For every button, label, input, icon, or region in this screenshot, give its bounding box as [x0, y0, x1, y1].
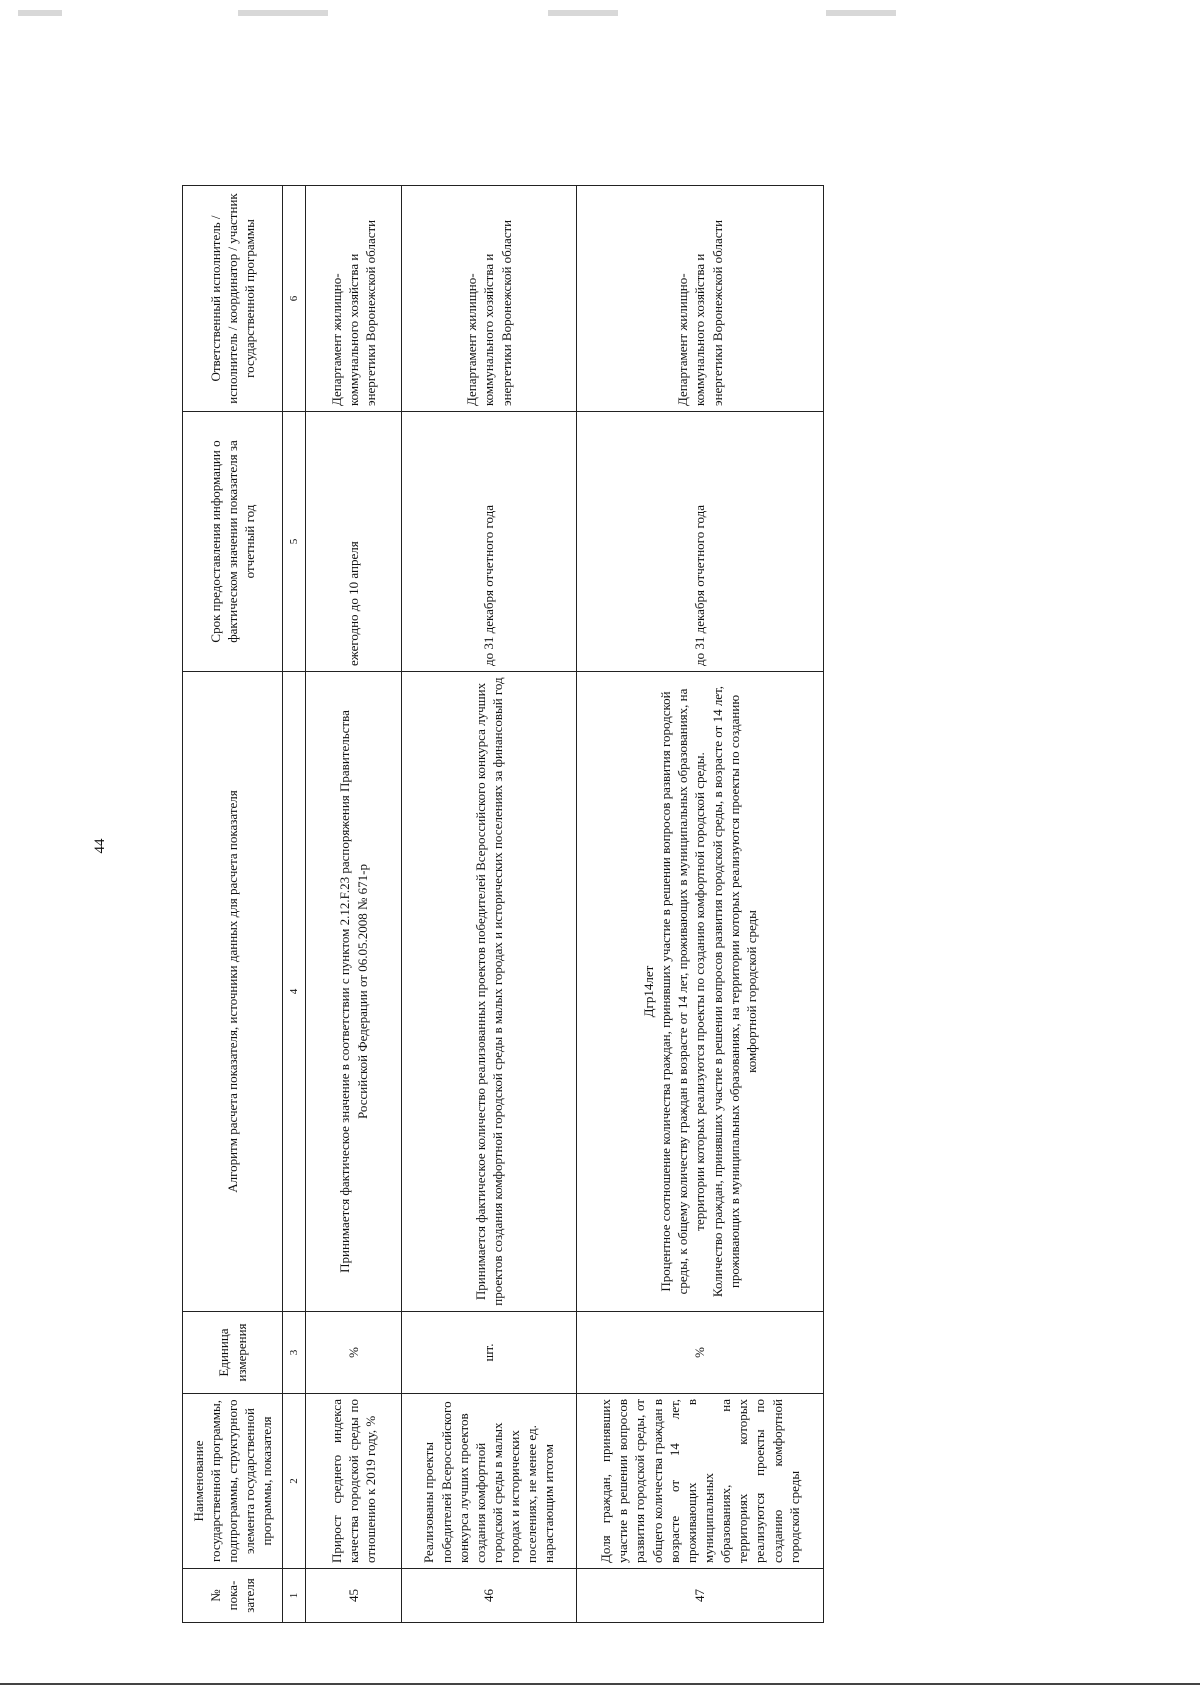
- column-number: 1: [283, 1569, 306, 1623]
- row-number: 46: [402, 1569, 577, 1623]
- deadline: до 31 декабря отчетного года: [402, 412, 577, 672]
- header-executor: Ответственный исполнитель / исполнитель / координатор / участник государственной программы: [183, 186, 283, 412]
- scan-artifact: [238, 10, 328, 16]
- rotated-table-area: [182, 186, 824, 1623]
- column-number: 6: [283, 186, 306, 412]
- column-number: 3: [283, 1312, 306, 1394]
- indicator-name: Прирост среднего индекса качества городской среды по отношению к 2019 году, %: [306, 1394, 402, 1569]
- scan-artifact: [18, 10, 62, 16]
- header-name: Наименование государственной программы, подпрограммы, структурного элемента государственной программы, показателя: [183, 1394, 283, 1569]
- column-number: 4: [283, 672, 306, 1312]
- header-deadline: Срок предоставления информации о фактическом значении показателя за отчетный год: [183, 412, 283, 672]
- algorithm-text: Принимается фактическое значение в соответствии с пунктом 2.12.F.23 распоряжения Правительства Российской Федерации от 06.05.2008 № 671-р: [337, 710, 370, 1273]
- executor: Департамент жилищно-коммунального хозяйства и энергетики Воронежской области: [577, 186, 824, 412]
- table-row: [402, 186, 577, 1623]
- executor: Департамент жилищно-коммунального хозяйства и энергетики Воронежской области: [402, 186, 577, 412]
- header-row: [183, 186, 283, 1623]
- indicator-name: Доля граждан, принявших участие в решении вопросов развития городской среды, от общего количества граждан в возрасте от 14 лет, проживающих в муниципальных образованиях, на территориях которых реализуются проекты по созданию комфортной городской среды: [577, 1394, 824, 1569]
- indicators-table: [182, 185, 824, 1623]
- deadline: ежегодно до 10 апреля: [306, 412, 402, 672]
- header-number: № пока-зателя: [183, 1569, 283, 1623]
- algorithm: [306, 672, 402, 1312]
- unit: шт.: [402, 1312, 577, 1394]
- row-number: 47: [577, 1569, 824, 1623]
- unit: %: [306, 1312, 402, 1394]
- table-rotator: [182, 186, 824, 1623]
- formula-label: Дгр14лет: [640, 965, 656, 1018]
- indicator-name: Реализованы проекты победителей Всероссийского конкурса лучших проектов создания комфортной городской среды в малых городах и исторических поселениях, не менее ед. нарастающим итогом: [402, 1394, 577, 1569]
- scan-artifact: [826, 10, 896, 16]
- column-numbers-row: [283, 186, 306, 1623]
- executor: Департамент жилищно-коммунального хозяйства и энергетики Воронежской области: [306, 186, 402, 412]
- scan-artifact: [548, 10, 618, 16]
- algorithm: [577, 672, 824, 1312]
- unit: %: [577, 1312, 824, 1394]
- column-number: 5: [283, 412, 306, 672]
- table-row: [577, 186, 824, 1623]
- header-algorithm: Алгоритм расчета показателя, источники данных для расчета показателя: [183, 672, 283, 1312]
- algorithm-text: Принимается фактическое количество реализованных проектов победителей Всероссийского конкурса лучших проектов создания комфортной городской среды в малых городах и исторических поселениях за финансовый год: [472, 677, 505, 1306]
- row-number: 45: [306, 1569, 402, 1623]
- header-unit: Единица измерения: [183, 1312, 283, 1394]
- algorithm: [402, 672, 577, 1312]
- algorithm-text: Количество граждан, принявших участие в решении вопросов развития городской среды, в возрасте от 14 лет, проживающих в муниципальных образованиях, на территории которых реализуются проекты по созданию комфортной городской среды: [709, 685, 759, 1298]
- bottom-edge-line: [0, 1683, 1200, 1685]
- algorithm-text: Процентное соотношение количества граждан, принявших участие в решении вопросов развития городской среды, к общему количеству граждан в возрасте от 14 лет, проживающих в муниципальных образованиях, на территории которых реализуются проекты по созданию комфортной городской среды.: [658, 688, 708, 1295]
- table-row: [306, 186, 402, 1623]
- page-number: 44: [92, 838, 108, 854]
- column-number: 2: [283, 1394, 306, 1569]
- deadline: до 31 декабря отчетного года: [577, 412, 824, 672]
